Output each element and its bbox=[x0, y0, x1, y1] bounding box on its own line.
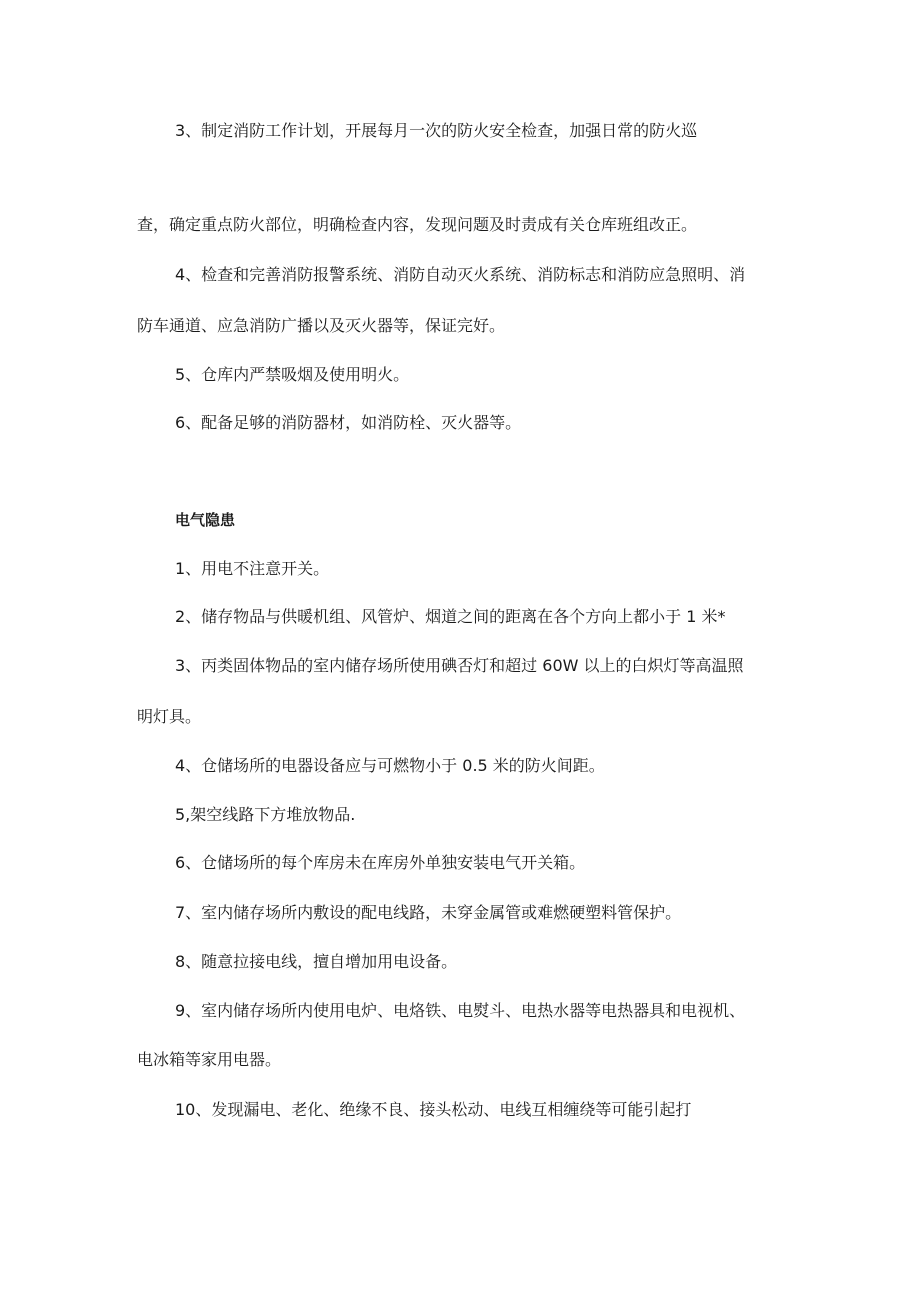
paragraph-line: 电冰箱等家用电器。 bbox=[137, 1050, 282, 1069]
paragraph-line: 4、检查和完善消防报警系统、消防自动灭火系统、消防标志和消防应急照明、消 bbox=[175, 265, 746, 284]
paragraph-line: 7、室内储存场所内敷设的配电线路，未穿金属管或难燃硬塑料管保护。 bbox=[175, 903, 682, 922]
paragraph-line: 3、制定消防工作计划，开展每月一次的防火安全检查，加强日常的防火巡 bbox=[175, 121, 698, 140]
section-heading: 电气隐患 bbox=[175, 511, 236, 529]
paragraph-line: 明灯具。 bbox=[137, 707, 202, 726]
paragraph-line: 10、发现漏电、老化、绝缘不良、接头松动、电线互相缠绕等可能引起打 bbox=[175, 1100, 692, 1119]
paragraph-line: 1、用电不注意开关。 bbox=[175, 559, 330, 578]
paragraph-line: 3、丙类固体物品的室内储存场所使用碘否灯和超过 60W 以上的白炽灯等高温照 bbox=[175, 656, 744, 675]
paragraph-line: 5,架空线路下方堆放物品. bbox=[175, 805, 356, 824]
paragraph-line: 2、储存物品与供暖机组、风管炉、烟道之间的距离在各个方向上都小于 1 米* bbox=[175, 607, 726, 626]
paragraph-line: 6、配备足够的消防器材，如消防栓、灭火器等。 bbox=[175, 413, 522, 432]
paragraph-line: 防车通道、应急消防广播以及灭火器等，保证完好。 bbox=[137, 316, 506, 335]
paragraph-line: 5、仓库内严禁吸烟及使用明火。 bbox=[175, 365, 410, 384]
paragraph-line: 9、室内储存场所内使用电炉、电烙铁、电熨斗、电热水器等电热器具和电视机、 bbox=[175, 1001, 746, 1020]
paragraph-line: 6、仓储场所的每个库房未在库房外单独安装电气开关箱。 bbox=[175, 853, 586, 872]
paragraph-line: 8、随意拉接电线，擅自增加用电设备。 bbox=[175, 952, 458, 971]
paragraph-line: 查，确定重点防火部位，明确检查内容，发现问题及时责成有关仓库班组改正。 bbox=[137, 215, 698, 234]
paragraph-line: 4、仓储场所的电器设备应与可燃物小于 0.5 米的防火间距。 bbox=[175, 756, 605, 775]
